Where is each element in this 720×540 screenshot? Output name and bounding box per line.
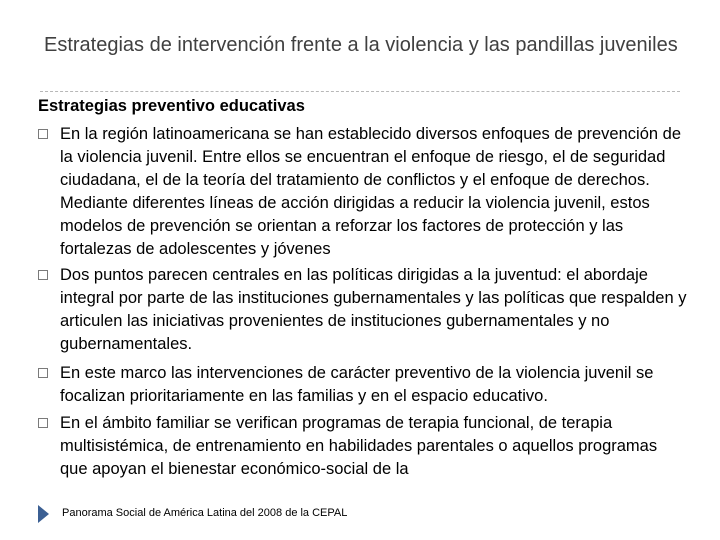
footer-source: Panorama Social de América Latina del 2008 de la CEPAL <box>62 507 348 519</box>
square-bullet-icon <box>38 270 48 280</box>
square-bullet-icon <box>38 129 48 139</box>
section-heading: Estrategias preventivo educativas <box>38 97 305 115</box>
bullet-text: Dos puntos parecen centrales en las políticas dirigidas a la juventud: el abordaje integral por parte de las instituciones gubernamentales y las políticas que respalden y articulen las iniciativas provenientes de instituciones gubernamentales y no gubernamentales. <box>60 266 687 353</box>
bullet-text: En este marco las intervenciones de carácter preventivo de la violencia juvenil se focalizan prioritariamente en las familias y en el espacio educativo. <box>60 364 654 405</box>
square-bullet-icon <box>38 368 48 378</box>
square-bullet-icon <box>38 418 48 428</box>
bullet-item <box>38 362 688 408</box>
title-divider <box>40 91 680 92</box>
bullet-item <box>38 264 688 356</box>
bullet-text: En la región latinoamericana se han establecido diversos enfoques de prevención de la violencia juvenil. Entre ellos se encuentran el enfoque de riesgo, el de seguridad ciudadana, el de la teoría del tratamiento de conflictos y el enfoque de derechos. Mediante diferentes líneas de acción dirigidas a reducir la violencia juvenil, estos modelos de prevención se orientan a reforzar los factores de protección y las fortalezas de adolescentes y jóvenes <box>60 125 681 258</box>
triangle-arrow-icon <box>38 505 49 523</box>
bullet-list <box>38 123 688 484</box>
slide-title: Estrategias de intervención frente a la violencia y las pandillas juveniles <box>44 34 678 56</box>
bullet-text: En el ámbito familiar se verifican programas de terapia funcional, de terapia multisistémica, de entrenamiento en habilidades parentales o aquellos programas que apoyan el bienestar económico-social de la <box>60 414 658 478</box>
bullet-item <box>38 123 688 261</box>
bullet-item <box>38 412 688 481</box>
